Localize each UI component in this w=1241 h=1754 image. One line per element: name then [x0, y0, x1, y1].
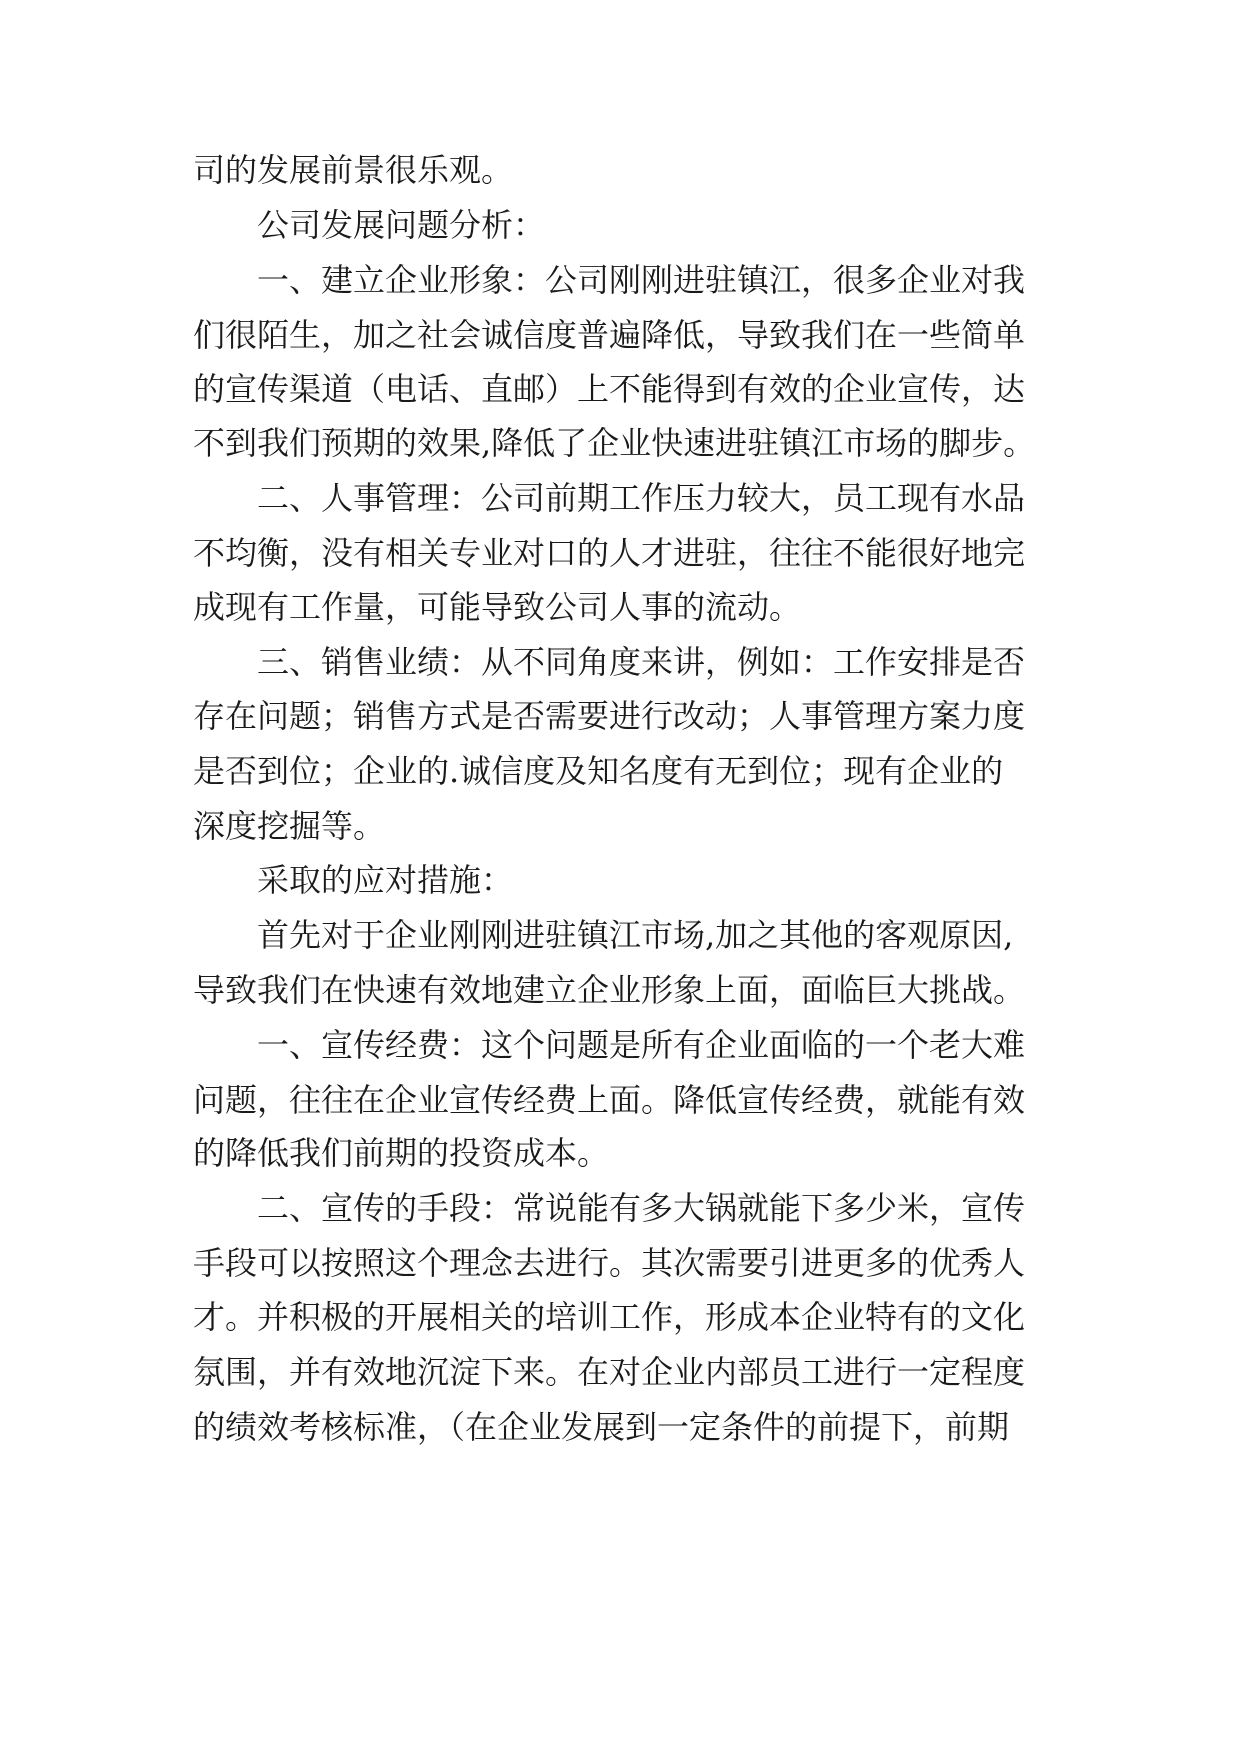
text-line: 的绩效考核标准，（在企业发展到一定条件的前提下，前期: [193, 1408, 1010, 1446]
text-line: 二、宣传的手段：常说能有多大锅就能下多少米，宣传: [257, 1189, 1026, 1227]
text-line: 存在问题；销售方式是否需要进行改动；人事管理方案力度: [193, 697, 1026, 735]
text-line: 司的发展前景很乐观。: [193, 151, 514, 189]
text-line: 是否到位；企业的.诚信度及知名度有无到位；现有企业的: [193, 752, 1004, 790]
section-heading: 采取的应对措施：: [257, 861, 514, 899]
text-line: 三、销售业绩：从不同角度来讲，例如：工作安排是否: [257, 643, 1026, 681]
text-line: 们很陌生，加之社会诚信度普遍降低，导致我们在一些简单: [193, 316, 1026, 354]
text-line: 的降低我们前期的投资成本。: [193, 1134, 610, 1172]
text-line: 一、宣传经费：这个问题是所有企业面临的一个老大难: [257, 1026, 1026, 1064]
text-line: 手段可以按照这个理念去进行。其次需要引进更多的优秀人: [193, 1244, 1026, 1282]
text-line: 才。并积极的开展相关的培训工作，形成本企业特有的文化: [193, 1298, 1026, 1336]
section-heading: 公司发展问题分析：: [257, 206, 546, 244]
text-line: 成现有工作量，可能导致公司人事的流动。: [193, 588, 802, 626]
text-line: 二、人事管理：公司前期工作压力较大，员工现有水品: [257, 479, 1026, 517]
text-line: 导致我们在快速有效地建立企业形象上面，面临巨大挑战。: [193, 971, 1026, 1009]
text-line: 不到我们预期的效果,降低了企业快速进驻镇江市场的脚步。: [193, 424, 1036, 462]
text-line: 的宣传渠道（电话、直邮）上不能得到有效的企业宣传，达: [193, 370, 1026, 408]
text-line: 深度挖掘等。: [193, 807, 386, 845]
text-line: 氛围，并有效地沉淀下来。在对企业内部员工进行一定程度: [193, 1353, 1026, 1391]
text-line: 一、建立企业形象：公司刚刚进驻镇江，很多企业对我: [257, 261, 1026, 299]
text-line: 不均衡，没有相关专业对口的人才进驻，往往不能很好地完: [193, 534, 1026, 572]
text-line: 问题，往往在企业宣传经费上面。降低宣传经费，就能有效: [193, 1081, 1026, 1119]
text-line: 首先对于企业刚刚进驻镇江市场,加之其他的客观原因,: [257, 916, 1014, 954]
